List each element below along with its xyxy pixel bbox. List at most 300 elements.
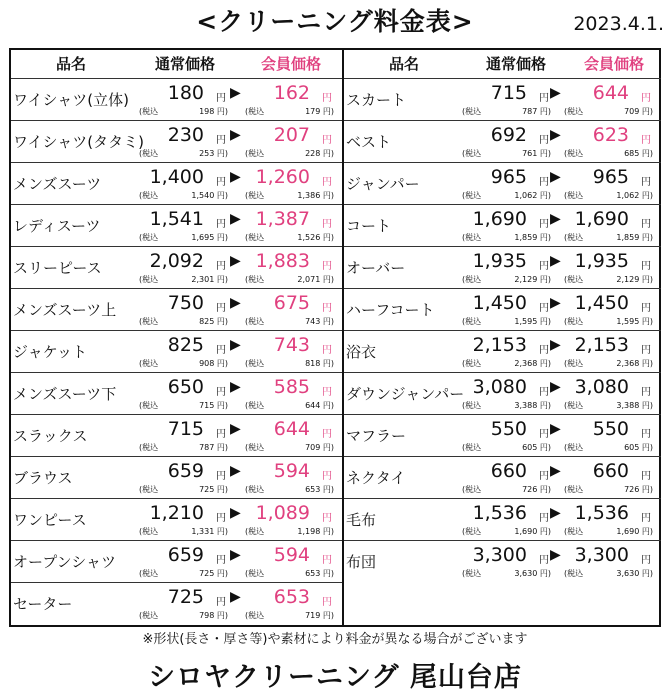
item-name: 浴衣 bbox=[346, 343, 377, 361]
tax-label: (税込 bbox=[564, 107, 584, 116]
item-name: 毛布 bbox=[346, 511, 377, 529]
member-price-value: 644 bbox=[273, 418, 310, 440]
tax-value: 743 円) bbox=[305, 317, 334, 326]
tax-label: (税込 bbox=[564, 359, 584, 368]
yen-label: 円 bbox=[322, 429, 332, 440]
yen-label: 円 bbox=[216, 471, 226, 482]
footnote: ※形状(長さ・厚さ等)や素材により料金が異なる場合がございます bbox=[142, 632, 528, 647]
item-name: メンズスーツ上 bbox=[13, 301, 117, 319]
arrow-icon: ▶ bbox=[230, 463, 241, 479]
yen-label: 円 bbox=[641, 387, 651, 398]
yen-label: 円 bbox=[641, 513, 651, 524]
table-row bbox=[11, 498, 342, 540]
yen-label: 円 bbox=[322, 513, 332, 524]
table-row bbox=[344, 246, 661, 288]
regular-price-value: 750 bbox=[167, 292, 204, 314]
yen-label: 円 bbox=[641, 303, 651, 314]
tax-value: 825 円) bbox=[199, 317, 228, 326]
tax-label: (税込 bbox=[462, 275, 482, 284]
regular-price-cell bbox=[462, 247, 557, 289]
tax-value: 715 円) bbox=[199, 401, 228, 410]
regular-price-value: 1,450 bbox=[472, 292, 527, 314]
tax-value: 726 円) bbox=[624, 485, 653, 494]
member-price-cell bbox=[564, 457, 659, 499]
tax-value: 605 円) bbox=[624, 443, 653, 452]
tax-label: (税込 bbox=[245, 107, 265, 116]
yen-label: 円 bbox=[641, 93, 651, 104]
yen-label: 円 bbox=[641, 345, 651, 356]
table-row bbox=[11, 246, 342, 288]
table-row bbox=[11, 78, 342, 120]
regular-price-cell bbox=[462, 331, 557, 373]
member-price-value: 660 bbox=[592, 460, 629, 482]
tax-label: (税込 bbox=[245, 149, 265, 158]
header-name: 品名 bbox=[55, 55, 86, 73]
regular-price-value: 2,153 bbox=[472, 334, 527, 356]
tax-value: 2,368 円) bbox=[514, 359, 551, 368]
regular-price-cell bbox=[462, 499, 557, 541]
tax-value: 685 円) bbox=[624, 149, 653, 158]
tax-label: (税込 bbox=[462, 149, 482, 158]
tax-value: 798 円) bbox=[199, 611, 228, 620]
yen-label: 円 bbox=[641, 135, 651, 146]
tax-label: (税込 bbox=[139, 527, 159, 536]
arrow-icon: ▶ bbox=[550, 337, 561, 353]
tax-value: 198 円) bbox=[199, 107, 228, 116]
tax-label: (税込 bbox=[564, 443, 584, 452]
yen-label: 円 bbox=[641, 555, 651, 566]
regular-price-cell bbox=[139, 79, 234, 121]
tax-label: (税込 bbox=[245, 317, 265, 326]
yen-label: 円 bbox=[539, 555, 549, 566]
regular-price-cell bbox=[139, 499, 234, 541]
left-header bbox=[11, 50, 342, 78]
tax-value: 228 円) bbox=[305, 149, 334, 158]
yen-label: 円 bbox=[216, 429, 226, 440]
tax-label: (税込 bbox=[139, 107, 159, 116]
regular-price-value: 1,690 bbox=[472, 208, 527, 230]
item-name: スラックス bbox=[13, 427, 88, 445]
yen-label: 円 bbox=[322, 471, 332, 482]
tax-label: (税込 bbox=[245, 275, 265, 284]
member-price-cell bbox=[245, 79, 340, 121]
member-price-value: 550 bbox=[592, 418, 629, 440]
member-price-value: 1,536 bbox=[574, 502, 629, 524]
yen-label: 円 bbox=[641, 471, 651, 482]
member-price-cell bbox=[245, 121, 340, 163]
item-name: レディスーツ bbox=[13, 217, 101, 235]
yen-label: 円 bbox=[216, 93, 226, 104]
tax-value: 644 円) bbox=[305, 401, 334, 410]
tax-value: 1,690 円) bbox=[616, 527, 653, 536]
tax-label: (税込 bbox=[245, 401, 265, 410]
table-row bbox=[11, 414, 342, 456]
yen-label: 円 bbox=[216, 261, 226, 272]
tax-label: (税込 bbox=[245, 443, 265, 452]
yen-label: 円 bbox=[322, 303, 332, 314]
item-name: メンズスーツ下 bbox=[13, 385, 117, 403]
shop-name: シロヤクリーニング 尾山台店 bbox=[148, 662, 522, 693]
item-name: オーバー bbox=[346, 259, 406, 277]
regular-price-cell bbox=[462, 415, 557, 457]
yen-label: 円 bbox=[322, 387, 332, 398]
member-price-cell bbox=[245, 163, 340, 205]
member-price-cell bbox=[564, 415, 659, 457]
member-price-cell bbox=[564, 373, 659, 415]
item-name: コート bbox=[346, 217, 392, 235]
regular-price-value: 715 bbox=[167, 418, 204, 440]
table-row bbox=[344, 540, 661, 582]
tax-label: (税込 bbox=[245, 611, 265, 620]
table-row bbox=[344, 456, 661, 498]
yen-label: 円 bbox=[539, 471, 549, 482]
member-price-value: 1,450 bbox=[574, 292, 629, 314]
tax-label: (税込 bbox=[139, 149, 159, 158]
yen-label: 円 bbox=[539, 93, 549, 104]
item-name: セーター bbox=[13, 595, 73, 613]
yen-label: 円 bbox=[216, 219, 226, 230]
yen-label: 円 bbox=[539, 177, 549, 188]
regular-price-cell bbox=[139, 457, 234, 499]
arrow-icon: ▶ bbox=[230, 337, 241, 353]
arrow-icon: ▶ bbox=[230, 547, 241, 563]
table-row bbox=[11, 204, 342, 246]
member-price-value: 207 bbox=[273, 124, 310, 146]
yen-label: 円 bbox=[322, 261, 332, 272]
tax-value: 1,859 円) bbox=[514, 233, 551, 242]
tax-label: (税込 bbox=[564, 275, 584, 284]
member-price-value: 3,080 bbox=[574, 376, 629, 398]
regular-price-cell bbox=[462, 541, 557, 583]
member-price-value: 594 bbox=[273, 460, 310, 482]
tax-value: 908 円) bbox=[199, 359, 228, 368]
tax-value: 3,388 円) bbox=[616, 401, 653, 410]
regular-price-cell bbox=[462, 121, 557, 163]
table-row bbox=[344, 78, 661, 120]
member-price-value: 1,883 bbox=[255, 250, 310, 272]
tax-value: 2,071 円) bbox=[297, 275, 334, 284]
tax-label: (税込 bbox=[564, 401, 584, 410]
regular-price-cell bbox=[139, 373, 234, 415]
member-price-cell bbox=[564, 541, 659, 583]
tax-label: (税込 bbox=[564, 233, 584, 242]
member-price-value: 585 bbox=[273, 376, 310, 398]
arrow-icon: ▶ bbox=[230, 505, 241, 521]
yen-label: 円 bbox=[216, 177, 226, 188]
regular-price-value: 650 bbox=[167, 376, 204, 398]
tax-label: (税込 bbox=[139, 485, 159, 494]
table-row bbox=[344, 120, 661, 162]
regular-price-cell bbox=[139, 415, 234, 457]
arrow-icon: ▶ bbox=[230, 85, 241, 101]
tax-label: (税込 bbox=[245, 233, 265, 242]
tax-value: 2,368 円) bbox=[616, 359, 653, 368]
table-row bbox=[344, 204, 661, 246]
tax-value: 761 円) bbox=[522, 149, 551, 158]
member-price-cell bbox=[245, 373, 340, 415]
tax-label: (税込 bbox=[245, 191, 265, 200]
member-price-cell bbox=[245, 499, 340, 541]
regular-price-value: 2,092 bbox=[149, 250, 204, 272]
arrow-icon: ▶ bbox=[230, 127, 241, 143]
member-price-cell bbox=[245, 247, 340, 289]
member-price-value: 1,935 bbox=[574, 250, 629, 272]
regular-price-value: 725 bbox=[167, 586, 204, 608]
tax-label: (税込 bbox=[564, 191, 584, 200]
header-member: 会員価格 bbox=[260, 55, 321, 73]
yen-label: 円 bbox=[641, 429, 651, 440]
regular-price-cell bbox=[139, 289, 234, 331]
arrow-icon: ▶ bbox=[230, 295, 241, 311]
tax-label: (税込 bbox=[139, 569, 159, 578]
arrow-icon: ▶ bbox=[550, 421, 561, 437]
regular-price-cell bbox=[462, 79, 557, 121]
table-row bbox=[11, 372, 342, 414]
regular-price-value: 180 bbox=[167, 82, 204, 104]
regular-price-value: 230 bbox=[167, 124, 204, 146]
yen-label: 円 bbox=[539, 303, 549, 314]
tax-label: (税込 bbox=[139, 233, 159, 242]
member-price-value: 162 bbox=[273, 82, 310, 104]
regular-price-value: 3,300 bbox=[472, 544, 527, 566]
yen-label: 円 bbox=[539, 261, 549, 272]
yen-label: 円 bbox=[539, 219, 549, 230]
right-header bbox=[344, 50, 661, 78]
regular-price-cell bbox=[139, 121, 234, 163]
table-row bbox=[344, 372, 661, 414]
tax-value: 818 円) bbox=[305, 359, 334, 368]
header-regular: 通常価格 bbox=[154, 55, 215, 73]
table-row bbox=[344, 414, 661, 456]
item-name: 布団 bbox=[346, 553, 377, 571]
header-name: 品名 bbox=[388, 55, 419, 73]
item-name: スリーピース bbox=[13, 259, 102, 277]
tax-label: (税込 bbox=[139, 443, 159, 452]
regular-price-cell bbox=[462, 163, 557, 205]
tax-value: 2,129 円) bbox=[616, 275, 653, 284]
item-name: ベスト bbox=[346, 133, 392, 151]
tax-label: (税込 bbox=[245, 485, 265, 494]
tax-value: 253 円) bbox=[199, 149, 228, 158]
regular-price-value: 825 bbox=[167, 334, 204, 356]
member-price-cell bbox=[245, 583, 340, 625]
yen-label: 円 bbox=[322, 555, 332, 566]
item-name: ワンピース bbox=[13, 511, 87, 529]
member-price-value: 1,089 bbox=[255, 502, 310, 524]
tax-value: 1,198 円) bbox=[297, 527, 334, 536]
regular-price-value: 550 bbox=[490, 418, 527, 440]
regular-price-cell bbox=[462, 457, 557, 499]
arrow-icon: ▶ bbox=[230, 589, 241, 605]
header-regular: 通常価格 bbox=[485, 55, 546, 73]
tax-value: 726 円) bbox=[522, 485, 551, 494]
item-name: オープンシャツ bbox=[13, 553, 116, 571]
regular-price-value: 659 bbox=[167, 544, 204, 566]
member-price-value: 3,300 bbox=[574, 544, 629, 566]
regular-price-value: 1,400 bbox=[149, 166, 204, 188]
tax-label: (税込 bbox=[139, 191, 159, 200]
tax-value: 2,129 円) bbox=[514, 275, 551, 284]
regular-price-value: 659 bbox=[167, 460, 204, 482]
member-price-cell bbox=[564, 331, 659, 373]
table-row bbox=[11, 540, 342, 582]
item-name: マフラー bbox=[346, 427, 407, 445]
regular-price-cell bbox=[139, 583, 234, 625]
yen-label: 円 bbox=[216, 597, 226, 608]
yen-label: 円 bbox=[216, 513, 226, 524]
tax-label: (税込 bbox=[462, 527, 482, 536]
arrow-icon: ▶ bbox=[230, 421, 241, 437]
arrow-icon: ▶ bbox=[550, 463, 561, 479]
member-price-cell bbox=[564, 289, 659, 331]
effective-date: 2023.4.1. bbox=[573, 13, 664, 35]
tax-value: 725 円) bbox=[199, 569, 228, 578]
yen-label: 円 bbox=[539, 513, 549, 524]
tax-value: 1,386 円) bbox=[297, 191, 334, 200]
member-price-value: 675 bbox=[273, 292, 310, 314]
member-price-cell bbox=[245, 205, 340, 247]
item-name: ワイシャツ(立体) bbox=[13, 91, 129, 109]
yen-label: 円 bbox=[216, 387, 226, 398]
tax-value: 1,331 円) bbox=[191, 527, 228, 536]
price-list-title: <クリーニング料金表> bbox=[196, 7, 474, 36]
yen-label: 円 bbox=[216, 303, 226, 314]
regular-price-value: 965 bbox=[490, 166, 527, 188]
item-name: スカート bbox=[346, 91, 407, 109]
arrow-icon: ▶ bbox=[550, 295, 561, 311]
tax-value: 2,301 円) bbox=[191, 275, 228, 284]
item-name: メンズスーツ bbox=[13, 175, 102, 193]
tax-value: 1,859 円) bbox=[616, 233, 653, 242]
member-price-cell bbox=[564, 205, 659, 247]
tax-label: (税込 bbox=[245, 359, 265, 368]
tax-label: (税込 bbox=[564, 485, 584, 494]
regular-price-value: 1,935 bbox=[472, 250, 527, 272]
table-row bbox=[11, 456, 342, 498]
member-price-cell bbox=[564, 121, 659, 163]
tax-value: 1,526 円) bbox=[297, 233, 334, 242]
tax-value: 1,595 円) bbox=[616, 317, 653, 326]
tax-label: (税込 bbox=[139, 317, 159, 326]
regular-price-cell bbox=[139, 541, 234, 583]
table-row bbox=[344, 288, 661, 330]
item-name: ブラウス bbox=[13, 469, 73, 487]
regular-price-value: 660 bbox=[490, 460, 527, 482]
arrow-icon: ▶ bbox=[550, 85, 561, 101]
yen-label: 円 bbox=[322, 93, 332, 104]
arrow-icon: ▶ bbox=[230, 211, 241, 227]
regular-price-value: 1,541 bbox=[149, 208, 204, 230]
table-row bbox=[11, 162, 342, 204]
tax-label: (税込 bbox=[564, 149, 584, 158]
price-table bbox=[9, 48, 661, 627]
tax-label: (税込 bbox=[462, 485, 482, 494]
regular-price-value: 715 bbox=[490, 82, 527, 104]
member-price-value: 1,690 bbox=[574, 208, 629, 230]
tax-value: 653 円) bbox=[305, 569, 334, 578]
regular-price-cell bbox=[139, 163, 234, 205]
tax-label: (税込 bbox=[462, 233, 482, 242]
member-price-value: 1,260 bbox=[255, 166, 310, 188]
tax-value: 3,630 円) bbox=[616, 569, 653, 578]
member-price-cell bbox=[245, 541, 340, 583]
tax-value: 1,690 円) bbox=[514, 527, 551, 536]
tax-value: 3,388 円) bbox=[514, 401, 551, 410]
item-name: ワイシャツ(タタミ) bbox=[13, 133, 144, 151]
yen-label: 円 bbox=[216, 555, 226, 566]
member-price-cell bbox=[245, 331, 340, 373]
member-price-value: 2,153 bbox=[574, 334, 629, 356]
tax-label: (税込 bbox=[139, 359, 159, 368]
tax-label: (税込 bbox=[564, 527, 584, 536]
table-row bbox=[344, 498, 661, 540]
tax-value: 179 円) bbox=[305, 107, 334, 116]
tax-label: (税込 bbox=[462, 317, 482, 326]
regular-price-cell bbox=[139, 331, 234, 373]
table-row bbox=[11, 330, 342, 372]
yen-label: 円 bbox=[216, 135, 226, 146]
tax-value: 605 円) bbox=[522, 443, 551, 452]
tax-value: 653 円) bbox=[305, 485, 334, 494]
tax-label: (税込 bbox=[139, 611, 159, 620]
table-row bbox=[344, 162, 661, 204]
tax-value: 1,595 円) bbox=[514, 317, 551, 326]
regular-price-cell bbox=[462, 205, 557, 247]
regular-price-cell bbox=[462, 373, 557, 415]
tax-value: 1,062 円) bbox=[616, 191, 653, 200]
tax-label: (税込 bbox=[139, 401, 159, 410]
member-price-cell bbox=[245, 289, 340, 331]
tax-label: (税込 bbox=[139, 275, 159, 284]
yen-label: 円 bbox=[322, 177, 332, 188]
member-price-value: 1,387 bbox=[255, 208, 310, 230]
yen-label: 円 bbox=[322, 597, 332, 608]
member-price-cell bbox=[245, 415, 340, 457]
tax-value: 787 円) bbox=[199, 443, 228, 452]
arrow-icon: ▶ bbox=[550, 547, 561, 563]
yen-label: 円 bbox=[539, 387, 549, 398]
yen-label: 円 bbox=[641, 219, 651, 230]
yen-label: 円 bbox=[539, 429, 549, 440]
tax-value: 709 円) bbox=[305, 443, 334, 452]
member-price-value: 965 bbox=[592, 166, 629, 188]
arrow-icon: ▶ bbox=[550, 505, 561, 521]
member-price-cell bbox=[564, 79, 659, 121]
member-price-cell bbox=[564, 163, 659, 205]
tax-label: (税込 bbox=[245, 569, 265, 578]
yen-label: 円 bbox=[322, 345, 332, 356]
yen-label: 円 bbox=[641, 261, 651, 272]
regular-price-value: 692 bbox=[490, 124, 527, 146]
member-price-value: 743 bbox=[273, 334, 310, 356]
tax-value: 787 円) bbox=[522, 107, 551, 116]
yen-label: 円 bbox=[539, 345, 549, 356]
arrow-icon: ▶ bbox=[550, 127, 561, 143]
tax-value: 1,695 円) bbox=[191, 233, 228, 242]
member-price-value: 644 bbox=[592, 82, 629, 104]
regular-price-cell bbox=[139, 205, 234, 247]
tax-value: 3,630 円) bbox=[514, 569, 551, 578]
tax-label: (税込 bbox=[462, 359, 482, 368]
arrow-icon: ▶ bbox=[230, 253, 241, 269]
arrow-icon: ▶ bbox=[230, 379, 241, 395]
tax-value: 1,062 円) bbox=[514, 191, 551, 200]
table-row bbox=[344, 330, 661, 372]
item-name: ダウンジャンパー bbox=[346, 385, 465, 403]
tax-value: 719 円) bbox=[305, 611, 334, 620]
tax-label: (税込 bbox=[462, 401, 482, 410]
table-row bbox=[11, 288, 342, 330]
